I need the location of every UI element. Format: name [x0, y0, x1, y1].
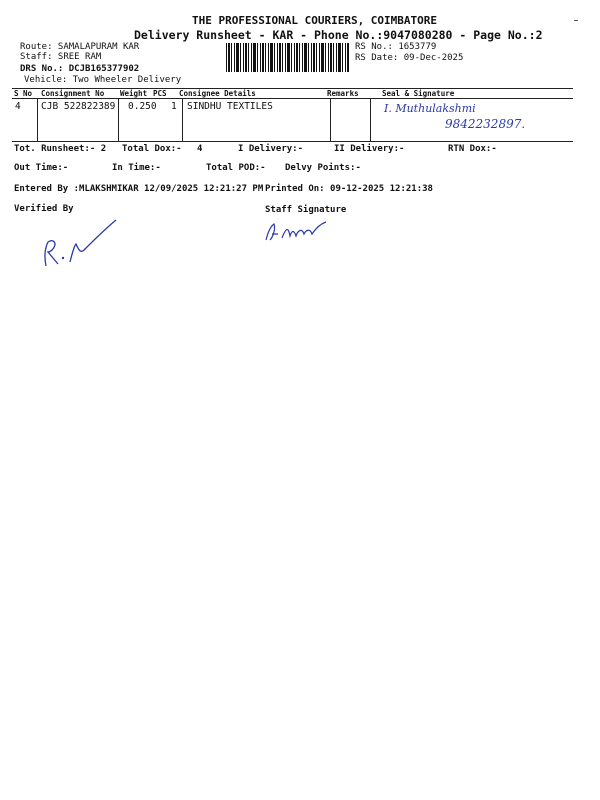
barcode: [226, 43, 350, 72]
total-dox-value: 4: [197, 144, 203, 154]
scan-mark: [574, 20, 578, 21]
drs-number: DRS No.: DCJB165377902: [20, 64, 140, 74]
verified-signature: [38, 214, 124, 274]
row-seal-phone: 9842232897.: [445, 117, 526, 131]
row-consignment: CJB 522822389: [41, 101, 116, 112]
rs-number: RS No.: 1653779: [355, 42, 437, 52]
header-pcs: PCS: [153, 89, 167, 98]
tot-runsheet: Tot. Runsheet:- 2: [14, 144, 107, 154]
i-delivery: I Delivery:-: [238, 144, 304, 154]
col-divider: [118, 98, 119, 141]
delvy-points: Delvy Points:-: [285, 163, 361, 173]
total-dox-label: Total Dox:-: [122, 144, 182, 154]
runsheet-subtitle: Delivery Runsheet - KAR - Phone No.:9047080280 - Page No.:2: [134, 28, 543, 42]
header-remarks: Remarks: [327, 89, 359, 98]
entered-by: Entered By :MLAKSHMIKAR 12/09/2025 12:21:27 PM: [14, 184, 264, 194]
vehicle-label: Vehicle: Two Wheeler Delivery: [24, 75, 182, 85]
header-sno: S No: [14, 89, 33, 98]
in-time: In Time:-: [112, 163, 161, 173]
rtn-dox: RTN Dox:-: [448, 144, 497, 154]
row-weight: 0.250: [128, 101, 157, 112]
col-divider: [330, 98, 331, 141]
printed-on: Printed On: 09-12-2025 12:21:38: [265, 184, 433, 194]
total-pod: Total POD:-: [206, 163, 266, 173]
table-header-border: [12, 98, 573, 99]
table-bottom-border: [12, 141, 573, 142]
company-title: THE PROFESSIONAL COURIERS, COIMBATORE: [192, 14, 438, 27]
out-time: Out Time:-: [14, 163, 69, 173]
header-consignment: Consignment No: [41, 89, 105, 98]
row-sno: 4: [15, 101, 21, 112]
row-seal-name: I. Muthulakshmi: [384, 102, 476, 115]
staff-label: Staff: SREE RAM: [20, 52, 102, 62]
runsheet-table: [12, 88, 573, 142]
ii-delivery: II Delivery:-: [334, 144, 405, 154]
verified-by-label: Verified By: [14, 204, 74, 214]
header-weight: Weight: [120, 89, 148, 98]
staff-signature-label: Staff Signature: [265, 205, 347, 215]
row-consignee: SINDHU TEXTILES: [187, 101, 273, 112]
col-divider: [182, 98, 183, 141]
route-label: Route: SAMALAPURAM KAR: [20, 42, 140, 52]
header-seal-signature: Seal & Signature: [382, 89, 455, 98]
rs-date: RS Date: 09-Dec-2025: [355, 53, 464, 63]
staff-signature-hand: [262, 216, 332, 246]
col-divider: [37, 98, 38, 141]
header-consignee: Consignee Details: [179, 89, 256, 98]
col-divider: [370, 98, 371, 141]
row-pcs: 1: [171, 101, 177, 112]
